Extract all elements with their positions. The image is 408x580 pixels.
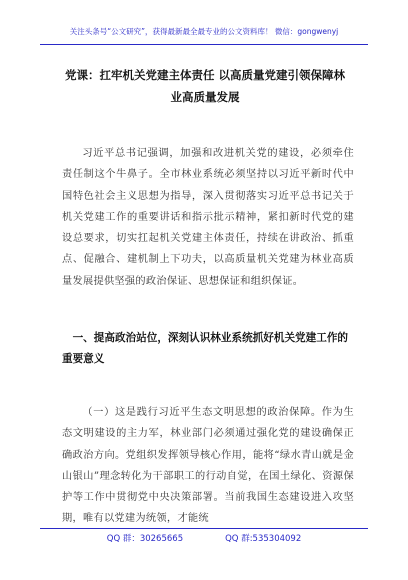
header-divider [40,44,368,45]
header-banner: 关注头条号“公文研究”，获得最新最全最专业的公文资料库！ 微信：gongwenyj [69,27,339,36]
section-heading-1: 一、提高政治站位，深刻认识林业系统抓好机关党建工作的重要意义 [62,332,349,365]
footer-qq-group-left: QQ 群：30265665 [106,534,184,544]
footer-divider [40,528,368,529]
footer-qq-group-right: QQ 群:535304092 [225,534,302,544]
footer-contact [0,532,408,544]
paragraph-section-1-1: （一）这是践行习近平生态文明思想的政治保障。作为生态文明建设的主力军，林业部门必须通过强化党的建设确保正确政治方向。党组织发挥领导核心作用，能将“绿水青山就是金山银山”理念转化为干部职工的行动自觉，在国土绿化、资源保护等工作中贯彻党中央决策部署。当前我国生态建设进入攻坚期，唯有以党建为统领，才能统 [62,407,354,525]
paragraph-intro: 习近平总书记强调，加强和改进机关党的建设，必须牵住责任制这个牛鼻子。全市林业系统必须坚持以习近平新时代中国特色社会主义思想为指导，深入贯彻落实习近平总书记关于机关党建工作的重要讲话和指示批示精神，紧扣新时代党的建设总要求，切实扛起机关党建主体责任，持续在讲政治、抓重点、促融合、建机制上下功夫，以高质量机关党建为林业高质量发展提供坚强的政治保证、思想保证和组织保证。 [62,148,354,287]
document-title: 党课：扛牢机关党建主体责任 以高质量党建引领保障林业高质量发展 [64,68,345,104]
